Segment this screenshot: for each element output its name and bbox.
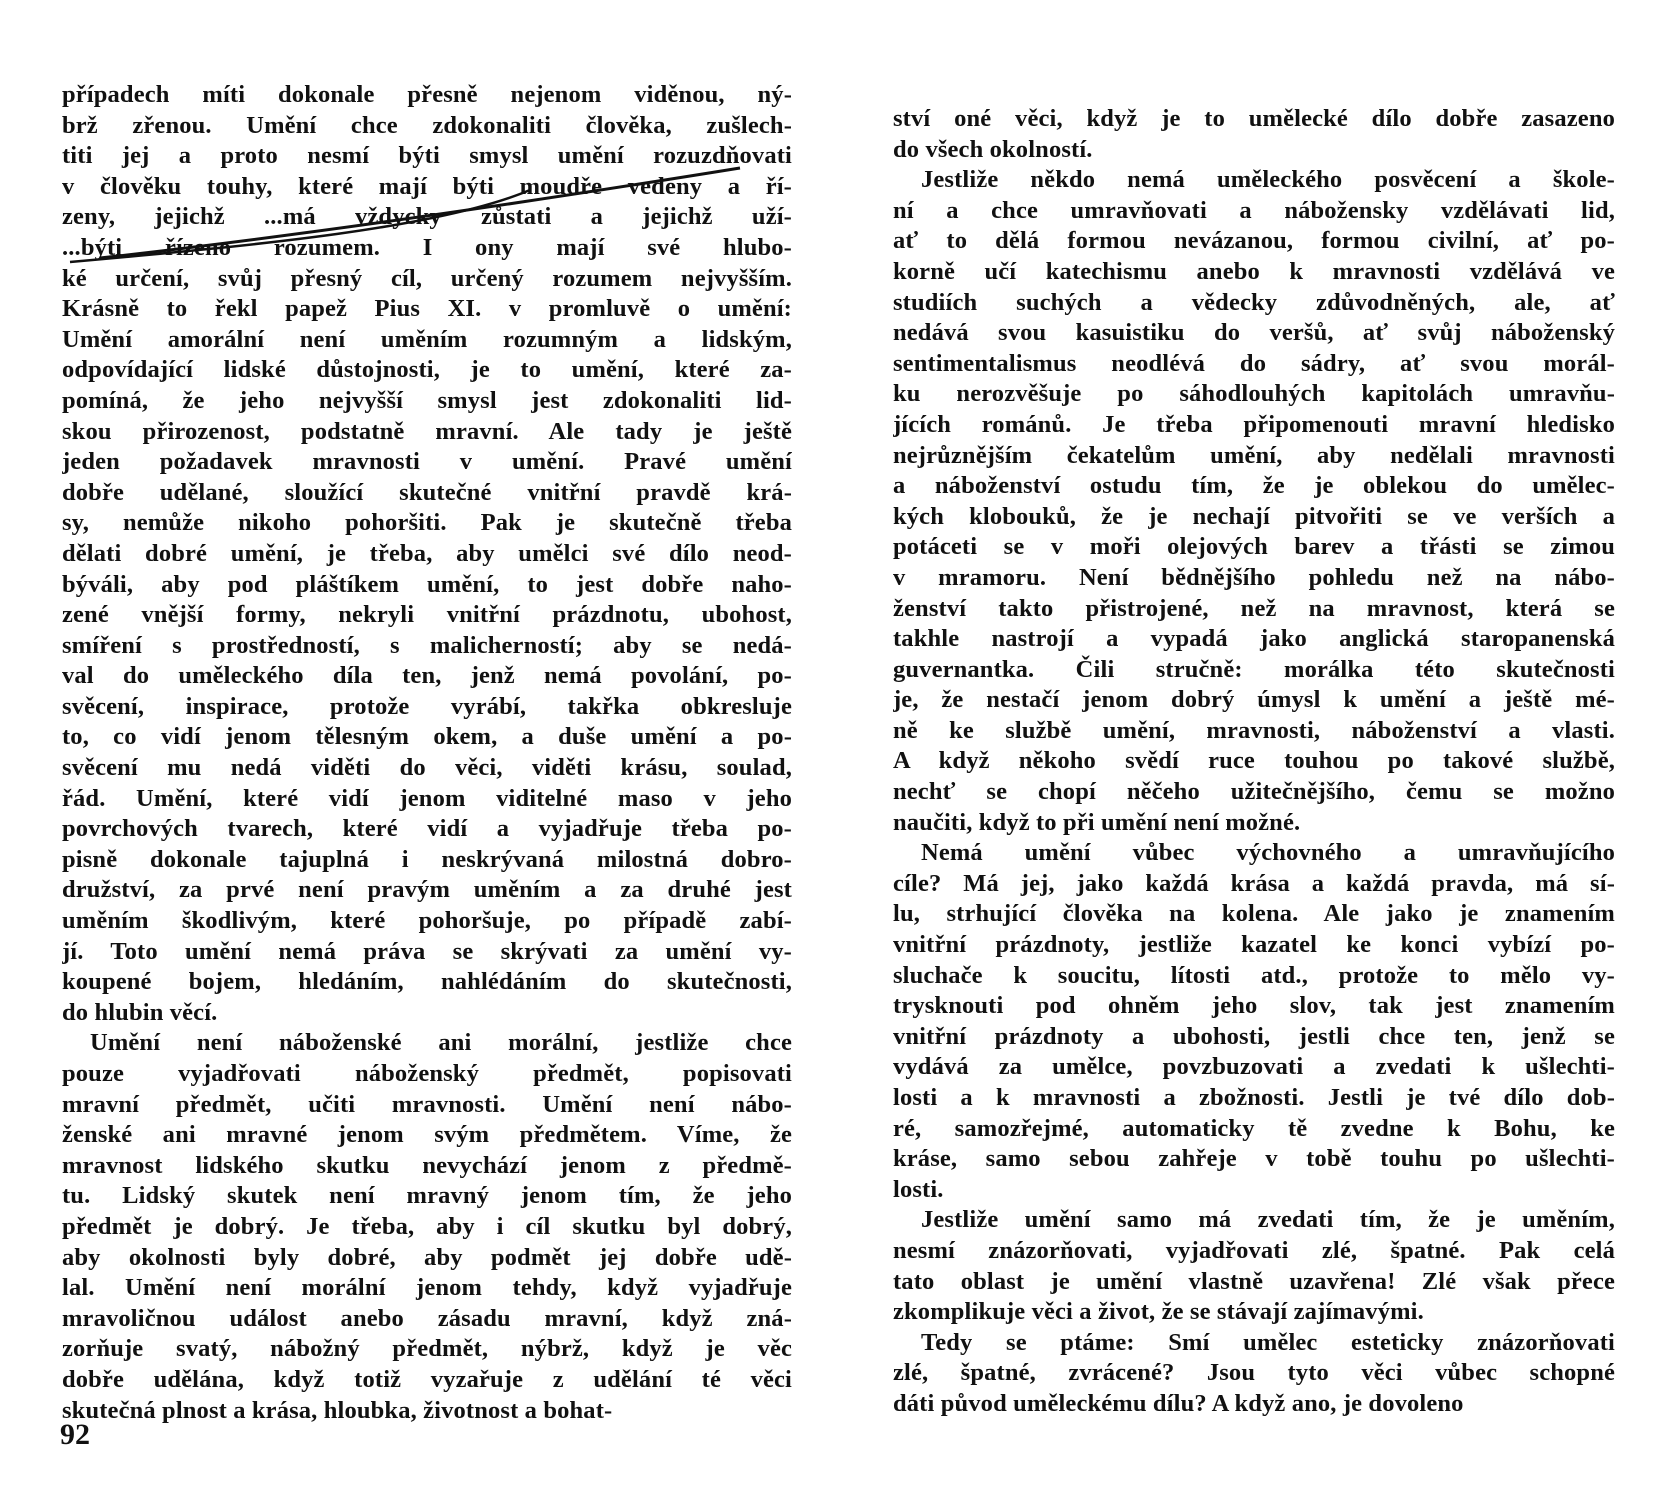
text-line: studiích suchých a vědecky zdůvodněných, ale, ať bbox=[893, 288, 1615, 316]
text-line: skou přirozenost, podstatně mravní. Ale tady je ještě bbox=[62, 417, 792, 445]
text-line: jeden požadavek mravnosti v umění. Pravé umění bbox=[62, 448, 792, 476]
text-line: to, co vidí jenom tělesným okem, a duše umění a po- bbox=[62, 723, 792, 751]
text-line: povrchových tvarech, které vidí a vyjadřuje třeba po- bbox=[62, 815, 792, 843]
right-page-text bbox=[893, 104, 1615, 1420]
text-line: cíle? Má jej, jako každá krása a každá pravda, má sí- bbox=[893, 869, 1615, 897]
text-line: skutečná plnost a krása, hloubka, životnost a bohat- bbox=[62, 1396, 613, 1424]
text-line: brž zřenou. Umění chce zdokonaliti člověka, zušlech- bbox=[62, 111, 792, 139]
text-line: Nemá umění vůbec výchovného a umravňujícího bbox=[921, 839, 1615, 867]
text-line: nesmí znázorňovati, vyjadřovati zlé, špatné. Pak celá bbox=[893, 1236, 1615, 1264]
text-line: družství, za prvé není pravým uměním a za druhé jest bbox=[62, 876, 792, 904]
text-line: losti. bbox=[893, 1175, 944, 1203]
text-line: kých klobouků, že je nechají pitvořiti se ve verších a bbox=[893, 502, 1615, 530]
text-line: v člověku touhy, které mají býti moudře vedeny a ří- bbox=[62, 172, 792, 200]
page-number: 92 bbox=[60, 1418, 90, 1451]
text-line: trysknouti pod ohněm jeho slov, tak jest znamením bbox=[893, 992, 1615, 1020]
text-line: pisně dokonale tajuplná i neskrývaná milostná dobro- bbox=[62, 845, 792, 873]
text-line: koupené bojem, hledáním, nahlédáním do skutečnosti, bbox=[62, 968, 792, 996]
text-line: Jestliže někdo nemá uměleckého posvěcení a škole- bbox=[921, 166, 1615, 194]
text-line: sluchače k soucitu, lítosti atd., protože to mělo vy- bbox=[893, 961, 1615, 989]
text-line: předmět je dobrý. Je třeba, aby i cíl skutku byl dobrý, bbox=[62, 1212, 792, 1240]
left-page-text bbox=[62, 80, 792, 1426]
text-line: svěcení mu nedá viděti do věci, viděti krásu, soulad, bbox=[62, 754, 792, 782]
text-line: titi jej a proto nesmí býti smysl umění rozuzdňovati bbox=[62, 142, 792, 170]
text-line: guvernantka. Čili stručně: morálka této skutečnosti bbox=[893, 655, 1615, 683]
text-line: tato oblast je umění vlastně uzavřena! Zlé však přece bbox=[893, 1267, 1615, 1295]
text-line: ní a chce umravňovati a nábožensky vzdělávati lid, bbox=[893, 196, 1615, 224]
text-line: nejrůznějším čekatelům umění, aby nedělali mravnosti bbox=[893, 441, 1615, 469]
text-line: smíření s prostředností, s malicherností; aby se nedá- bbox=[62, 631, 792, 659]
text-line: pouze vyjadřovati náboženský předmět, popisovati bbox=[62, 1060, 792, 1087]
text-line: případech míti dokonale přesně nejenom viděnou, ný- bbox=[62, 81, 792, 108]
text-line: je, že nestačí jenom dobrý úmysl k umění a ještě mé- bbox=[893, 686, 1615, 714]
text-line: jících románů. Je třeba připomenouti mravní hledisko bbox=[893, 410, 1615, 438]
text-line: Krásně to řekl papež Pius XI. v promluvě o umění: bbox=[62, 295, 792, 323]
text-line: ženské ani mravné jenom svým předmětem. Víme, že bbox=[62, 1121, 792, 1149]
text-line: dobře udělané, sloužící skutečné vnitřní pravdě krá- bbox=[62, 478, 792, 506]
text-line: ké určení, svůj přesný cíl, určený rozumem nejvyšším. bbox=[62, 264, 792, 292]
text-line: val do uměleckého díla ten, jenž nemá povolání, po- bbox=[62, 662, 792, 690]
text-line: ré, samozřejmé, automaticky tě zvedne k Bohu, ke bbox=[893, 1114, 1615, 1142]
text-line: a náboženství ostudu tím, že je oblekou do umělec- bbox=[893, 472, 1615, 500]
text-line: sentimentalismus neodlévá do sádry, ať svou morál- bbox=[893, 349, 1615, 377]
text-line: zlé, špatné, zvrácené? Jsou tyto věci vůbec schopné bbox=[893, 1359, 1615, 1387]
text-line: dáti původ uměleckému dílu? A když ano, je dovoleno bbox=[893, 1389, 1464, 1417]
text-line: býváli, aby pod pláštíkem umění, to jest dobře naho- bbox=[62, 570, 792, 598]
text-line: mravoličnou událost anebo zásadu mravní, když zná- bbox=[62, 1304, 792, 1332]
text-line: lal. Umění není morální jenom tehdy, když vyjadřuje bbox=[62, 1274, 792, 1302]
text-line: sy, nemůže nikoho pohoršiti. Pak je skutečně třeba bbox=[62, 509, 792, 537]
text-line: Tedy se ptáme: Smí umělec esteticky znázorňovati bbox=[921, 1328, 1615, 1356]
text-line: vydává za umělce, povzbuzovati a zvedati k ušlechti- bbox=[893, 1053, 1615, 1081]
text-line: naučiti, když to při umění není možné. bbox=[893, 808, 1301, 836]
text-line: takhle nastrojí a vypadá jako anglická staropanenská bbox=[893, 625, 1615, 653]
text-line: zeny, jejichž ...má vždycky zůstati a jejichž uží- bbox=[62, 203, 792, 231]
text-line: mravnost lidského skutku nevychází jenom z předmě- bbox=[62, 1151, 792, 1179]
text-line: uměním škodlivým, které pohoršuje, po případě zabí- bbox=[62, 907, 792, 935]
text-line: vnitřní prázdnoty, jestliže kazatel ke konci vybízí po- bbox=[893, 931, 1615, 959]
text-line: ku nerozvěšuje po sáhodlouhých kapitolách umravňu- bbox=[893, 380, 1615, 408]
text-line: zené vnější formy, nekryli vnitřní prázdnotu, ubohost, bbox=[62, 601, 792, 629]
text-line: zorňuje svatý, nábožný předmět, nýbrž, když je věc bbox=[62, 1335, 792, 1363]
text-line: nedává svou kasuistiku do veršů, ať svůj náboženský bbox=[893, 319, 1615, 347]
text-line: svěcení, inspirace, protože vyrábí, takřka obkresluje bbox=[62, 692, 792, 720]
text-line: tu. Lidský skutek není mravný jenom tím, že jeho bbox=[62, 1182, 792, 1210]
text-line: A když někoho svědí ruce touhou po takové službě, bbox=[893, 747, 1615, 775]
text-line: dobře udělána, když totiž vyzařuje z udělání té věci bbox=[62, 1365, 792, 1393]
text-line: Jestliže umění samo má zvedati tím, že je uměním, bbox=[921, 1206, 1615, 1234]
text-line: v mramoru. Není bědnějšího pohledu než na nábo- bbox=[893, 563, 1615, 591]
text-line: Umění není náboženské ani morální, jestliže chce bbox=[90, 1029, 792, 1057]
text-line: aby okolnosti byly dobré, aby podmět jej dobře udě- bbox=[62, 1243, 792, 1271]
text-line: korně učí katechismu anebo k mravnosti vzdělává ve bbox=[893, 257, 1615, 285]
text-line: řád. Umění, které vidí jenom viditelné maso v jeho bbox=[62, 784, 792, 812]
text-line: lu, strhující člověka na kolena. Ale jako je znamením bbox=[893, 900, 1615, 928]
text-line: kráse, samo sebou zahřeje v tobě touhu po ušlechti- bbox=[893, 1145, 1615, 1173]
text-line: jí. Toto umění nemá práva se skrývati za umění vy- bbox=[62, 937, 792, 965]
text-line: losti a k mravnosti a zbožnosti. Jestli je tvé dílo dob- bbox=[893, 1084, 1615, 1111]
text-line: ství oné věci, když je to umělecké dílo dobře zasazeno bbox=[893, 105, 1615, 132]
text-line: mravní předmět, učiti mravnosti. Umění není nábo- bbox=[62, 1090, 792, 1118]
text-line: ať to dělá formou nevázanou, formou civilní, ať po- bbox=[893, 227, 1615, 255]
text-line: nechť se chopí něčeho užitečnějšího, čemu se možno bbox=[893, 778, 1615, 806]
text-line: potáceti se v moři olejových barev a třásti se zimou bbox=[893, 533, 1615, 561]
text-line: zkomplikuje věci a život, že se stávají zajímavými. bbox=[893, 1298, 1424, 1326]
text-line: odpovídající lidské důstojnosti, je to umění, které za- bbox=[62, 356, 792, 384]
text-line: Umění amorální není uměním rozumným a lidským, bbox=[62, 325, 792, 353]
text-line: ně ke službě umění, mravnosti, náboženství a vlasti. bbox=[893, 716, 1615, 744]
text-line: dělati dobré umění, je třeba, aby umělci své dílo neod- bbox=[62, 539, 792, 567]
text-line: ...býti řízeno rozumem. I ony mají své hlubo- bbox=[62, 233, 792, 261]
text-line: pomíná, že jeho nejvyšší smysl jest zdokonaliti lid- bbox=[62, 386, 792, 414]
text-line: do hlubin věcí. bbox=[62, 998, 218, 1026]
text-line: vnitřní prázdnoty a ubohosti, jestli chce ten, jenž se bbox=[893, 1022, 1615, 1050]
text-line: do všech okolností. bbox=[893, 135, 1093, 163]
text-line: ženství takto přistrojené, než na mravnost, která se bbox=[893, 594, 1615, 622]
